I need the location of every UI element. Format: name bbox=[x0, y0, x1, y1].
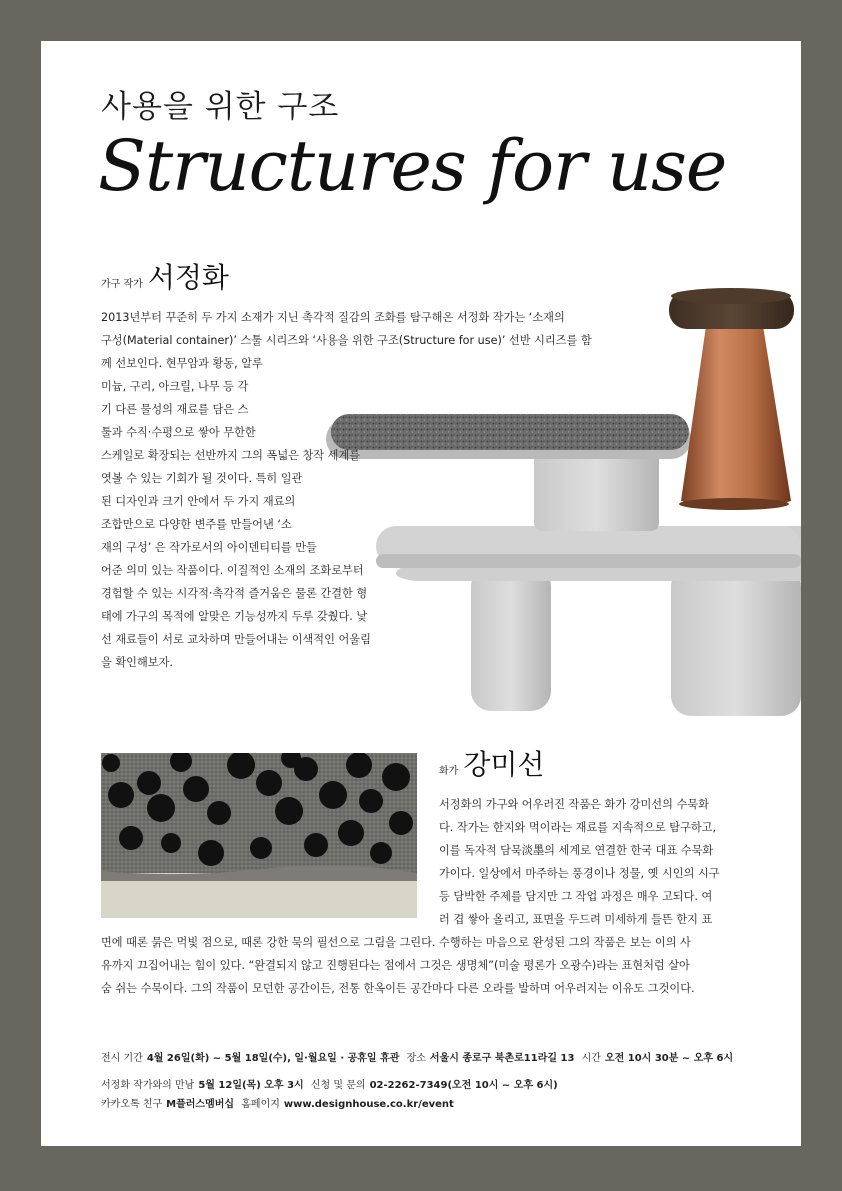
designer-line: 구성(Material container)’ 스툴 시리즈와 ‘사용을 위한 구조(Structure for use)’ 선반 시리즈를 함 bbox=[101, 334, 592, 347]
designer-line: 재의 구성’ 은 작가로서의 아이덴티티를 만들 bbox=[101, 541, 317, 554]
designer-line: 선 재료들이 서로 교차하며 만들어내는 이색적인 어울림 bbox=[101, 633, 371, 646]
exhibition-info-line bbox=[101, 1049, 733, 1064]
designer-line: 어준 의미 있는 작품이다. 이질적인 소재의 조화로부터 bbox=[101, 564, 364, 577]
designer-line: 2013년부터 꾸준히 두 가지 소재가 지닌 촉각적 질감의 조화를 탐구해온 서정화 작가는 ‘소재의 bbox=[101, 311, 565, 324]
painter-line: 유까지 끄집어내는 힘이 있다. “완결되지 않고 진행된다는 점에서 그것은 생명체”(미술 평론가 오광수)라는 표현처럼 살아 bbox=[101, 959, 690, 972]
venue-value: 서울시 종로구 북촌로11라길 13 bbox=[429, 1053, 575, 1064]
painter-line: 이를 독자적 담묵淡墨의 세계로 연결한 한국 대표 수묵화 bbox=[439, 844, 714, 857]
poster-page bbox=[41, 41, 801, 1146]
meet-value: 5월 12일(목) 오후 3시 bbox=[198, 1080, 304, 1091]
painter-heading bbox=[439, 743, 544, 783]
title-korean: 사용을 위한 구조 bbox=[101, 89, 340, 125]
meet-info-line bbox=[101, 1076, 558, 1091]
ink-painting-image bbox=[101, 753, 417, 918]
venue-label: 장소 bbox=[406, 1053, 426, 1064]
designer-line: 된 디자인과 크기 안에서 두 가지 재료의 bbox=[101, 495, 296, 508]
lower-right-leg bbox=[671, 566, 801, 716]
kakao-info-line bbox=[101, 1095, 454, 1110]
designer-line: 을 확인해보자. bbox=[101, 656, 173, 669]
designer-line: 스케일로 확장되는 선반까지 그의 폭넓은 창작 세계를 bbox=[101, 449, 361, 462]
designer-line: 태에 가구의 목적에 알맞은 기능성까지 두루 갖췄다. 낯 bbox=[101, 610, 368, 623]
homepage-link[interactable]: www.designhouse.co.kr/event bbox=[283, 1099, 454, 1110]
painter-line: 면에 때론 묽은 먹빛 점으로, 때론 강한 묵의 필선으로 그림을 그린다. 수행하는 마음으로 완성된 그의 작품은 보는 이의 사 bbox=[101, 936, 691, 949]
designer-name: 서정화 bbox=[147, 261, 229, 294]
designer-line: 엿볼 수 있는 기회가 될 것이다. 특히 일관 bbox=[101, 472, 303, 485]
painter-paragraph-bottom bbox=[101, 931, 781, 1000]
painter-paragraph-top bbox=[439, 793, 779, 931]
painter-line: 러 겹 쌓아 올리고, 표면을 두드려 미세하게 들뜬 한지 표 bbox=[439, 913, 713, 926]
painter-line: 서정화의 가구와 어우러진 작품은 화가 강미선의 수묵화 bbox=[439, 798, 709, 811]
kakao-label: 카카오톡 친구 bbox=[101, 1099, 163, 1110]
painter-line: 숨 쉬는 수묵이다. 그의 작품이 모던한 공간이든, 전통 한옥이든 공간마다 다른 오라를 발하며 어우러지는 이유도 그것이다. bbox=[101, 982, 695, 995]
contact-value: 02-2262-7349(오전 10시 ~ 오후 6시) bbox=[369, 1080, 558, 1091]
hours-value: 오전 10시 30분 ~ 오후 6시 bbox=[604, 1053, 734, 1064]
contact-label: 신청 및 문의 bbox=[310, 1080, 366, 1091]
period-label: 전시 기간 bbox=[101, 1053, 143, 1064]
designer-heading bbox=[101, 256, 229, 296]
painter-line: 등 담박한 주제를 담지만 그 작업 과정은 매우 고되다. 여 bbox=[439, 890, 713, 903]
designer-line: 기 다른 물성의 재료를 담은 스 bbox=[101, 403, 249, 416]
hours-label: 시간 bbox=[581, 1053, 601, 1064]
painter-line: 다. 작가는 한지와 먹이라는 재료를 지속적으로 탐구하고, bbox=[439, 821, 717, 834]
designer-paragraph bbox=[101, 306, 621, 674]
kakao-value[interactable]: M플러스멤버십 bbox=[166, 1099, 235, 1110]
painter-line: 가이다. 일상에서 마주하는 풍경이나 정물, 옛 시인의 시구 bbox=[439, 867, 720, 880]
designer-line: 미늄, 구리, 아크릴, 나무 등 각 bbox=[101, 380, 249, 393]
painter-name: 강미선 bbox=[463, 748, 545, 781]
designer-line: 툴과 수직·수평으로 쌓아 무한한 bbox=[101, 426, 256, 439]
period-value: 4월 26일(화) ~ 5월 18일(수), 일·월요일 · 공휴일 휴관 bbox=[146, 1053, 400, 1064]
designer-line: 경험할 수 있는 시각적·촉각적 즐거움은 물론 간결한 형 bbox=[101, 587, 368, 600]
title-english: Structures for use bbox=[98, 125, 727, 207]
copper-stool bbox=[681, 326, 791, 508]
designer-line: 조합만으로 다양한 변주를 만들어낸 ‘소 bbox=[101, 518, 292, 531]
designer-role: 가구 작가 bbox=[101, 279, 143, 290]
homepage-label: 홈페이지 bbox=[241, 1099, 280, 1110]
painter-role: 화가 bbox=[439, 766, 459, 777]
meet-label: 서정화 작가와의 만남 bbox=[101, 1080, 195, 1091]
designer-line: 께 선보인다. 현무암과 황동, 알루 bbox=[101, 357, 263, 370]
